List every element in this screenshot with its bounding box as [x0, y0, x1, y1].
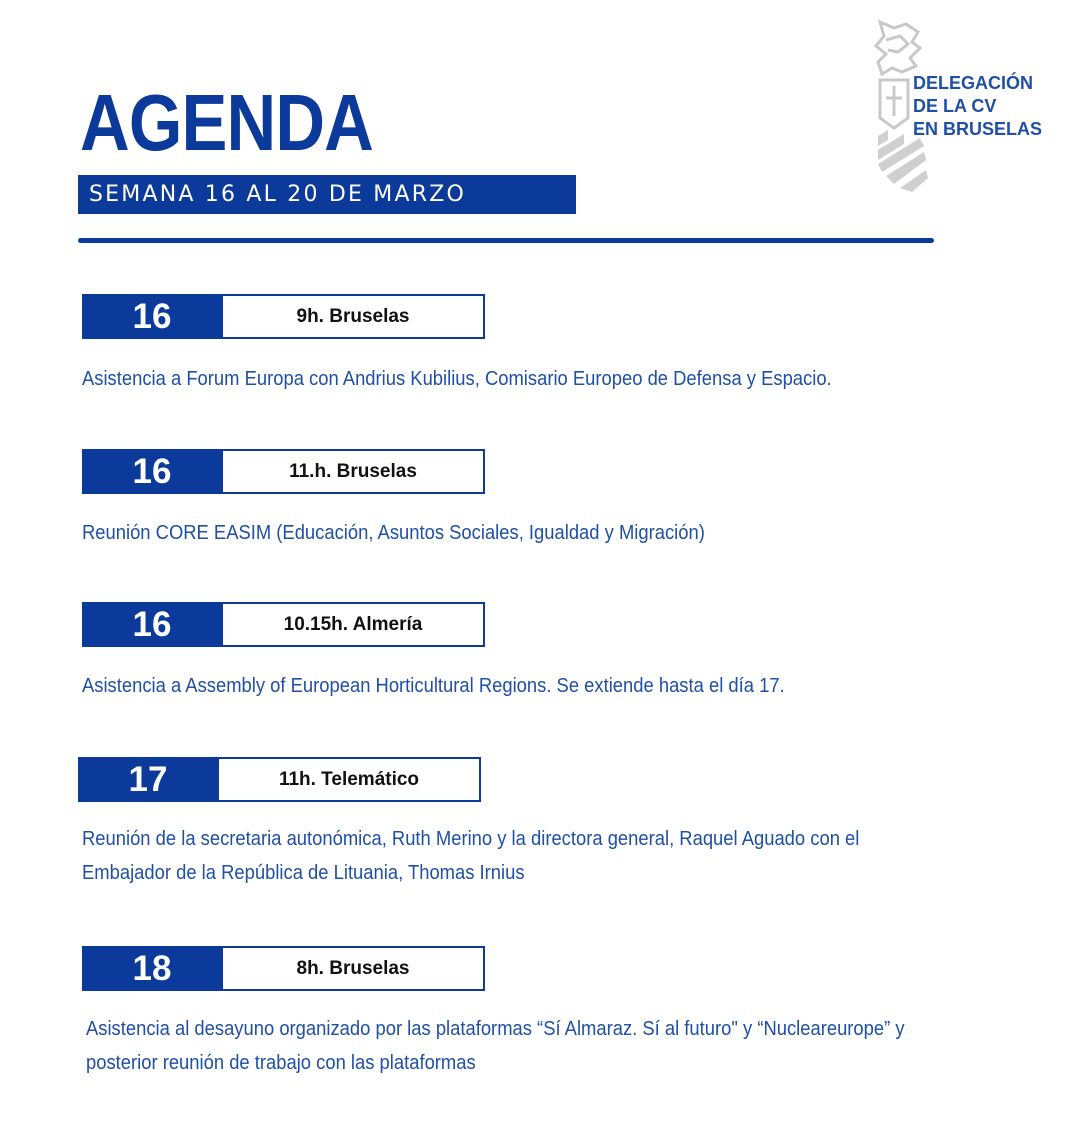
event-description: Reunión CORE EASIM (Educación, Asuntos Sociales, Igualdad y Migración) — [82, 522, 705, 544]
event-day: 16 — [82, 449, 222, 494]
event-description: Asistencia a Forum Europa con Andrius Kubilius, Comisario Europeo de Defensa y Espacio. — [82, 368, 832, 390]
delegation-logo — [872, 18, 1062, 198]
event-time-location: 8h. Bruselas — [221, 946, 485, 991]
event-day: 18 — [82, 946, 222, 991]
event-day: 16 — [82, 294, 222, 339]
header-divider — [78, 238, 934, 243]
logo-line-3: EN BRUSELAS — [913, 119, 1043, 139]
event-day: 17 — [78, 757, 218, 802]
page-title: AGENDA — [80, 78, 373, 167]
logo-line-1: DELEGACIÓN — [913, 73, 1034, 93]
event-time-location: 11.h. Bruselas — [221, 449, 485, 494]
event-description: Reunión de la secretaria autonómica, Ruth Merino y la directora general, Raquel Aguado con el Embajador de la República de Lituania, Thomas Irnius — [82, 828, 860, 884]
event-description: Asistencia a Assembly of European Horticultural Regions. Se extiende hasta el día 17. — [82, 675, 785, 697]
logo-line-2: DE LA CV — [913, 96, 997, 116]
event-time-location: 11h. Telemático — [217, 757, 481, 802]
event-day: 16 — [82, 602, 222, 647]
event-time-location: 9h. Bruselas — [221, 294, 485, 339]
event-time-location: 10.15h. Almería — [221, 602, 485, 647]
logo-text — [913, 72, 1042, 141]
event-description: Asistencia al desayuno organizado por las plataformas “Sí Almaraz. Sí al futuro" y “Nucleareurope” y posterior reunión de trabajo con las plataformas — [86, 1018, 905, 1074]
week-subtitle: SEMANA 16 AL 20 DE MARZO — [78, 175, 576, 214]
